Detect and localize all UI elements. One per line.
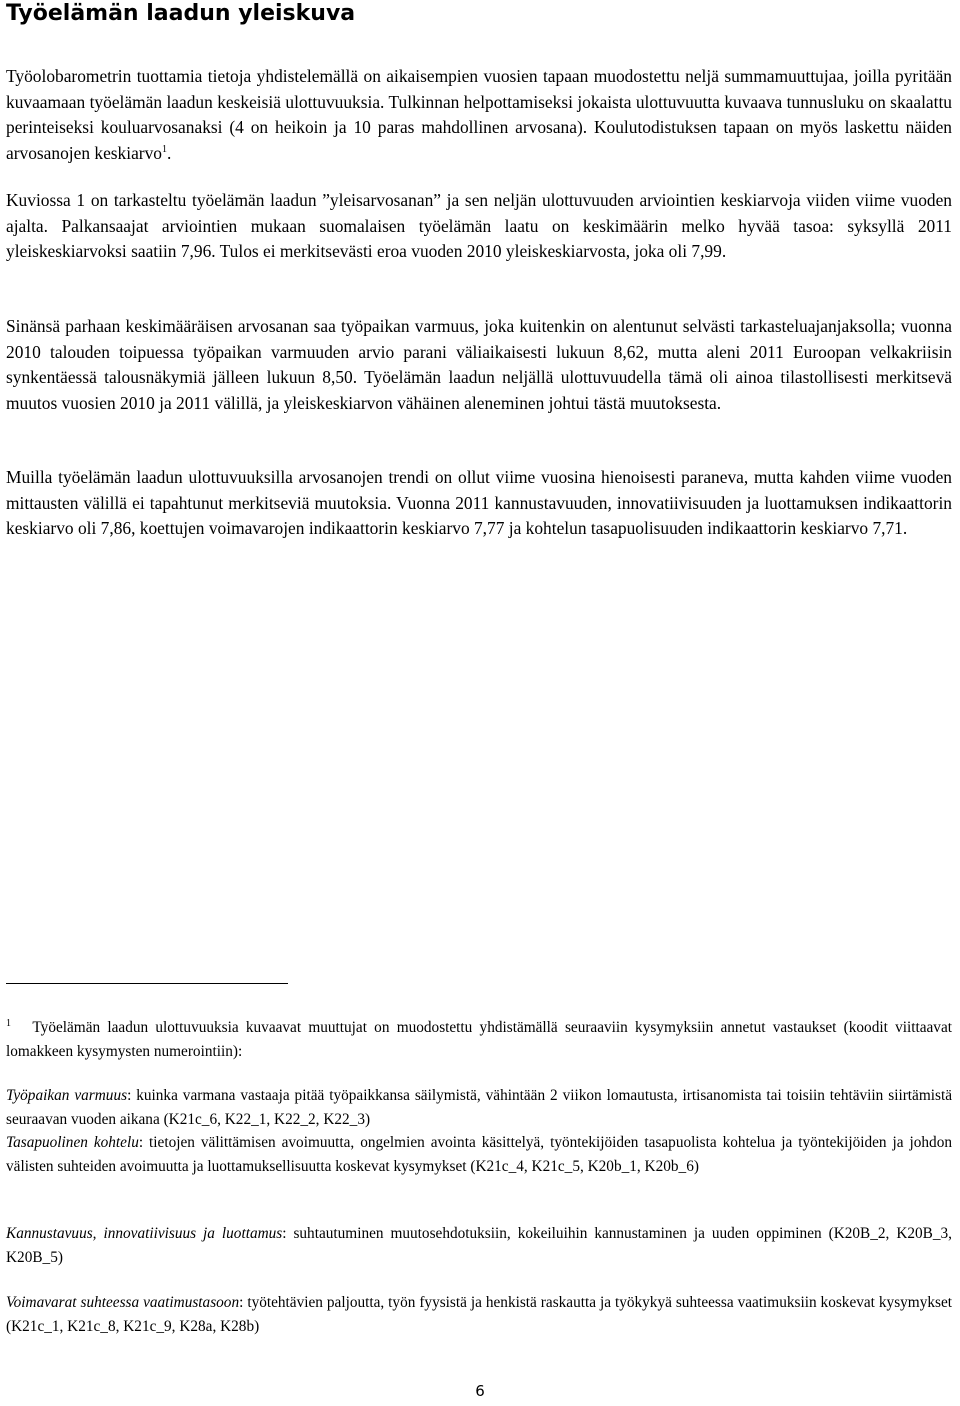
definition-text: : tietojen välittämisen avoimuutta, ongelmien avointa käsittelyä, työntekijöiden tasapuolista kohtelua ja työntekijöiden ja johdon välisten suhteiden avoimuutta ja luottamuksellisuutta koskevat kysymykset (K21c_4, K21c_5, K20b_1, K20b_6) [6, 1134, 952, 1175]
page-title: Työelämän laadun yleiskuva [6, 1, 356, 26]
paragraph-other-dimensions: Muilla työelämän laadun ulottuvuuksilla arvosanojen trendi on ollut viime vuosina hienoisesti paraneva, mutta kahden viime vuoden mittausten välillä ei tapahtunut merkitseviä muutoksia. Vuonna 2011 kannustavuuden, innovatiivisuuden ja luottamuksen indikaattorin keskiarvo oli 7,86, koettujen voimavarojen indikaattorin keskiarvo 7,77 ja kohtelun tasapuolisuuden indikaattorin keskiarvo 7,71. [6, 467, 952, 538]
footnote-marker: 1 [6, 1018, 11, 1029]
paragraph-overall-rating: Kuviossa 1 on tarkasteltu työelämän laadun ”yleisarvosanan” ja sen neljän ulottuvuuden arviointien keskiarvoja viiden viime vuoden ajalta. Palkansaajat arviointien mukaan suomalaisen työelämän laatu on keskimäärin melko hyvää tasoa: syksyllä 2011 yleiskeskiarvoksi saatiin 7,96. Tulos ei merkitsevästi eroa vuoden 2010 yleiskeskiarvosta, joka oli 7,99. [6, 190, 952, 261]
footnote-definition [6, 1131, 952, 1178]
definition-term: Voimavarat suhteessa vaatimustasoon [6, 1294, 240, 1311]
paragraph-intro-text: Työolobarometrin tuottamia tietoja yhdistelemällä on aikaisempien vuosien tapaan muodostettu neljä summamuuttujaa, joilla pyritään kuvaamaan työelämän laadun keskeisiä ulottuvuuksia. Tulkinnan helpottamiseksi jokaista ulottuvuutta kuvaava tunnusluku on skaalattu perinteiseksi kouluarvosanaksi (4 on heikoin ja 10 paras mahdollinen arvosana). Koulutodistuksen tapaan on myös laskettu näiden arvosanojen keskiarvo [6, 66, 952, 163]
definition-text: : suhtautuminen muutosehdotuksiin, kokeiluihin kannustaminen ja uuden oppiminen (K20B_2, K20B_3, K20B_5) [6, 1225, 952, 1266]
paragraph-intro-end: . [166, 142, 172, 163]
definition-text: : kuinka varmana vastaaja pitää työpaikkansa säilymistä, vähintään 2 viikon lomautusta, irtisanomista tai toisiin tehtäviin siirtämistä seuraavan vuoden aikana (K21c_6, K22_1, K22_2, K22_3) [6, 1087, 952, 1128]
footnote-reference[interactable]: 1 [161, 143, 167, 155]
footnote-definition [6, 1222, 952, 1269]
paragraph-intro [6, 64, 952, 166]
footnote-definitions-group [6, 1084, 952, 1178]
footnote-intro-text: Työelämän laadun ulottuvuuksia kuvaavat muuttujat on muodostettu yhdistämällä seuraaviin kysymyksiin annetut vastaukset (koodit viittaavat lomakkeen kysymysten numerointiin): [6, 1019, 952, 1060]
footnote-definition [6, 1291, 952, 1338]
definition-term: Tasapuolinen kohtelu [6, 1134, 139, 1151]
paragraph-job-security: Sinänsä parhaan keskimääräisen arvosanan saa työpaikan varmuus, joka kuitenkin on alentunut selvästi tarkasteluajanjaksolla; vuonna 2010 talouden toipuessa työpaikan varmuuden arvio parani väliaikaisesti lukuun 8,62, mutta aleni 2011 Euroopan velkakriisin synkentäessä talousnäkymiä jälleen lukuun 8,50. Työelämän laadun neljällä ulottuvuudella tämä oli ainoa tilastollisesti merkitsevä muutos vuosien 2010 ja 2011 välillä, ja yleiskeskiarvon vähäinen aleneminen johtui tästä muutoksesta. [6, 316, 952, 413]
definition-text: : työtehtävien paljoutta, työn fyysistä ja henkistä raskautta ja työkykyä suhteessa vaatimuksiin koskevat kysymykset (K21c_1, K21c_8, K21c_9, K28a, K28b) [6, 1294, 952, 1335]
definition-term: Työpaikan varmuus [6, 1087, 128, 1104]
definition-term: Kannustavuus, innovatiivisuus ja luottamus [6, 1225, 283, 1242]
page-number: 6 [475, 1382, 485, 1400]
footnote-definition [6, 1084, 952, 1131]
footnote-divider [6, 983, 288, 984]
footnote-intro [6, 1016, 952, 1063]
